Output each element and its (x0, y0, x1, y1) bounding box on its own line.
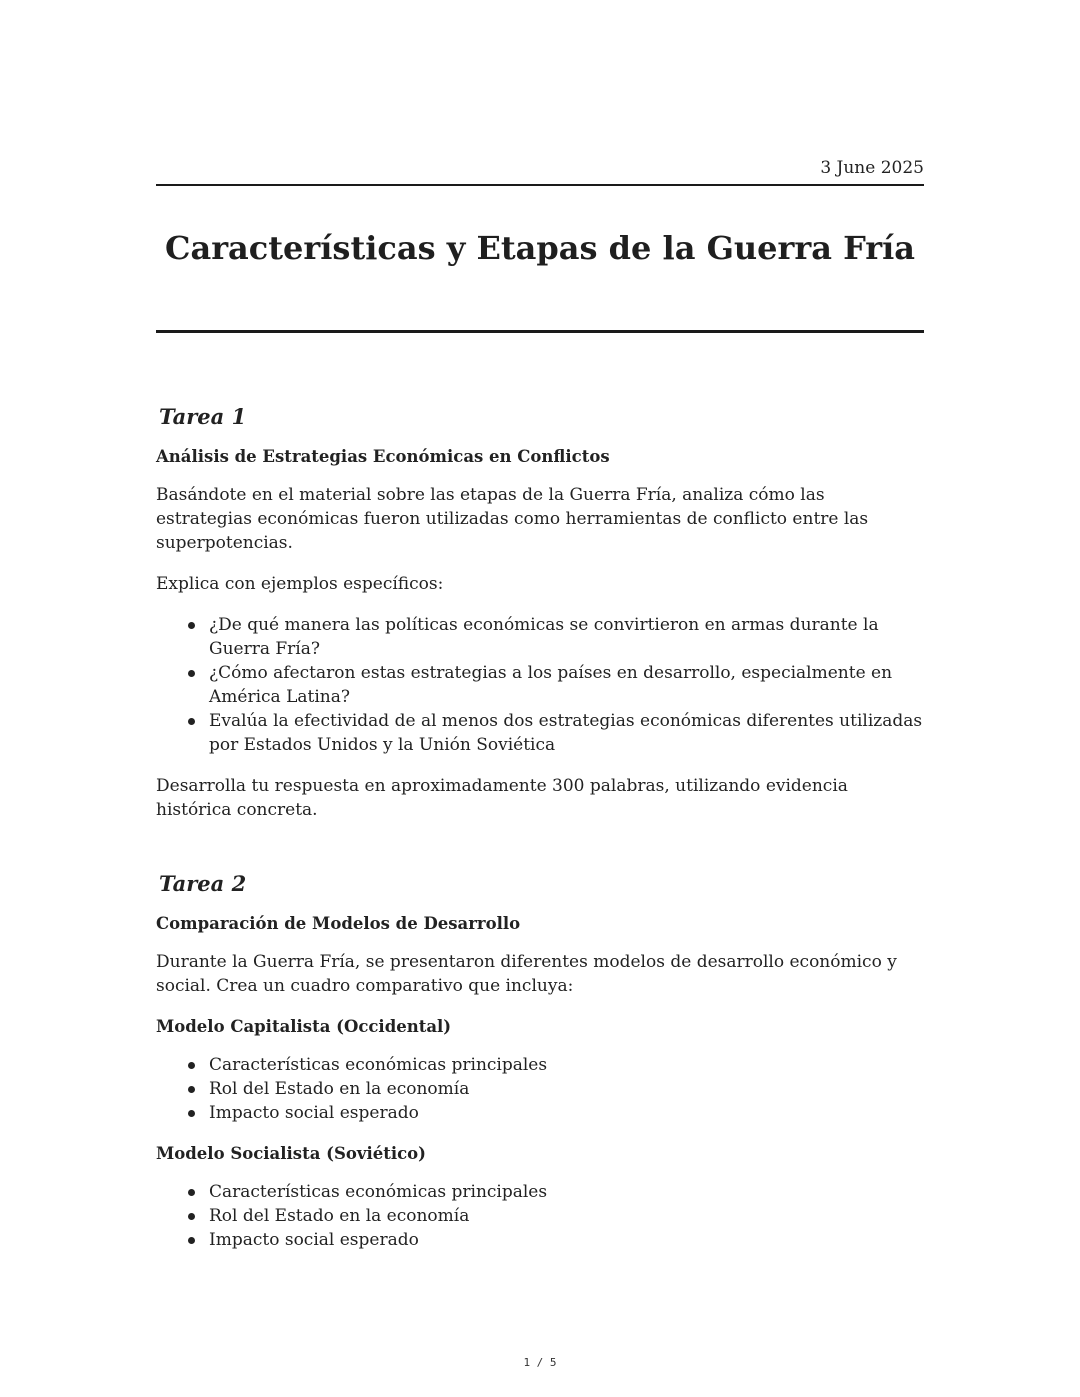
title-divider (156, 330, 924, 333)
list-item-text: ¿De qué manera las políticas económicas se convirtieron en armas durante la Guerra Fría? (209, 615, 879, 659)
list-item-text: Impacto social esperado (209, 1103, 419, 1123)
list-item (156, 1101, 924, 1125)
task-1-prompt: Explica con ejemplos específicos: (156, 574, 444, 594)
task-1-section (156, 403, 924, 839)
bullet-icon (188, 1237, 195, 1244)
bullet-icon (188, 1110, 195, 1117)
task-1-question-list (156, 613, 924, 757)
list-item (156, 661, 924, 709)
document-page (156, 0, 924, 1397)
document-date: 3 June 2025 (820, 158, 924, 178)
bullet-icon (188, 1189, 195, 1196)
task-1-subtitle: Análisis de Estrategias Económicas en Conflictos (156, 447, 610, 466)
list-item (156, 613, 924, 661)
list-item (156, 1204, 924, 1228)
list-item (156, 1180, 924, 1204)
model-capitalist-list (156, 1053, 924, 1125)
bullet-icon (188, 670, 195, 677)
model-socialist-heading: Modelo Socialista (Soviético) (156, 1144, 426, 1163)
header-divider (156, 184, 924, 186)
list-item-text: Rol del Estado en la economía (209, 1079, 470, 1099)
list-item (156, 1228, 924, 1252)
task-2-heading: Tarea 2 (159, 871, 247, 896)
task-2-intro: Durante la Guerra Fría, se presentaron diferentes modelos de desarrollo económico y social. Crea un cuadro comparativo que incluya: (156, 952, 897, 996)
task-2-section (156, 870, 924, 1269)
list-item-text: Características económicas principales (209, 1055, 548, 1075)
task-2-subtitle: Comparación de Modelos de Desarrollo (156, 914, 521, 933)
model-socialist-list (156, 1180, 924, 1252)
bullet-icon (188, 622, 195, 629)
bullet-icon (188, 1062, 195, 1069)
task-1-intro: Basándote en el material sobre las etapas de la Guerra Fría, analiza cómo las estrategias económicas fueron utilizadas como herramientas de conflicto entre las superpotencias. (156, 485, 869, 553)
list-item-text: Evalúa la efectividad de al menos dos estrategias económicas diferentes utilizadas por Estados Unidos y la Unión Soviética (209, 711, 923, 755)
bullet-icon (188, 1086, 195, 1093)
list-item-text: ¿Cómo afectaron estas estrategias a los países en desarrollo, especialmente en América Latina? (209, 663, 893, 707)
model-capitalist-heading: Modelo Capitalista (Occidental) (156, 1017, 452, 1036)
document-title: Características y Etapas de la Guerra Fría (164, 229, 916, 267)
task-1-heading: Tarea 1 (159, 404, 247, 429)
task-1-closing: Desarrolla tu respuesta en aproximadamente 300 palabras, utilizando evidencia histórica concreta. (156, 776, 848, 820)
list-item-text: Impacto social esperado (209, 1230, 419, 1250)
list-item (156, 1053, 924, 1077)
list-item-text: Características económicas principales (209, 1182, 548, 1202)
list-item (156, 1077, 924, 1101)
list-item (156, 709, 924, 757)
bullet-icon (188, 718, 195, 725)
page-number: 1 / 5 (523, 1356, 557, 1369)
list-item-text: Rol del Estado en la economía (209, 1206, 470, 1226)
bullet-icon (188, 1213, 195, 1220)
